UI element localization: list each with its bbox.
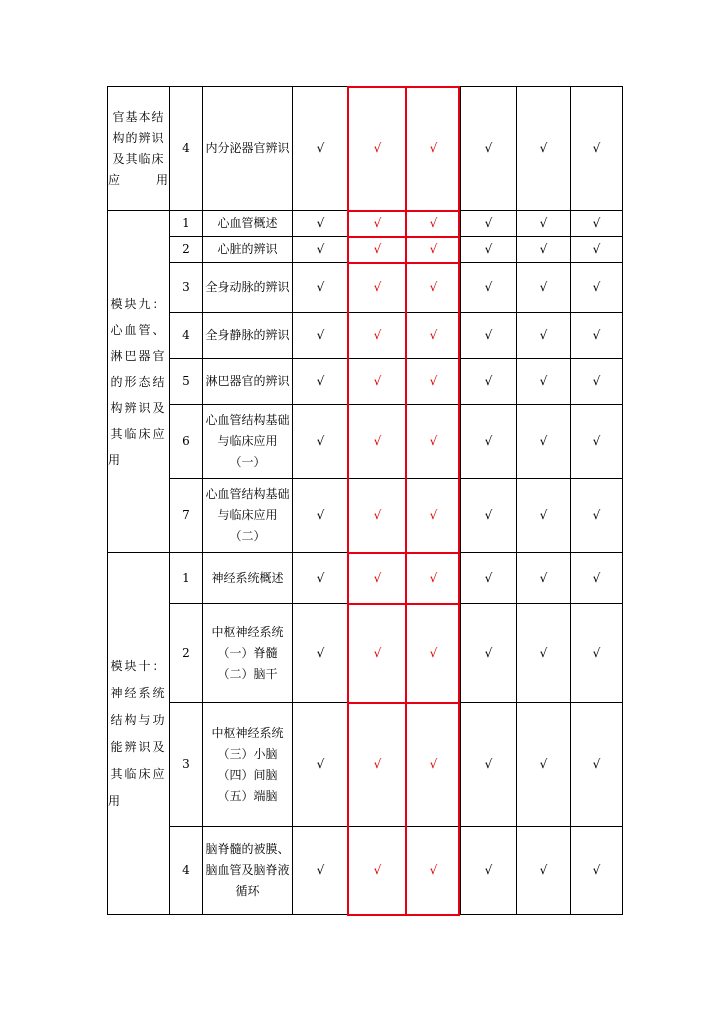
check-cell: √	[293, 211, 349, 237]
check-cell-highlighted: √	[407, 479, 461, 553]
topic-cell: 心血管结构基础与临床应用（二）	[203, 479, 293, 553]
row-number: 1	[170, 211, 203, 237]
check-cell: √	[517, 359, 571, 405]
table-row	[108, 359, 623, 405]
check-cell-highlighted: √	[349, 405, 407, 479]
check-cell: √	[461, 604, 517, 703]
check-cell: √	[461, 87, 517, 211]
check-cell: √	[571, 237, 623, 263]
module-cell: 官基本结构的辨识及其临床应用	[108, 87, 170, 211]
curriculum-table	[107, 86, 623, 915]
table-row	[108, 211, 623, 237]
check-cell: √	[517, 87, 571, 211]
check-cell: √	[461, 211, 517, 237]
topic-cell: 心血管概述	[203, 211, 293, 237]
check-cell: √	[293, 313, 349, 359]
topic-cell: 淋巴器官的辨识	[203, 359, 293, 405]
check-cell-highlighted: √	[349, 359, 407, 405]
row-number: 2	[170, 604, 203, 703]
check-cell: √	[571, 703, 623, 827]
check-cell: √	[517, 604, 571, 703]
check-cell: √	[461, 553, 517, 604]
topic-cell: 脑脊髓的被膜、脑血管及脑脊液循环	[203, 827, 293, 915]
topic-cell: 全身静脉的辨识	[203, 313, 293, 359]
check-cell: √	[517, 553, 571, 604]
check-cell-highlighted: √	[349, 313, 407, 359]
check-cell: √	[571, 553, 623, 604]
check-cell: √	[571, 263, 623, 313]
check-cell: √	[571, 604, 623, 703]
check-cell: √	[461, 827, 517, 915]
table-row	[108, 87, 623, 211]
check-cell: √	[571, 87, 623, 211]
check-cell-highlighted: √	[349, 237, 407, 263]
topic-cell: 神经系统概述	[203, 553, 293, 604]
check-cell: √	[571, 479, 623, 553]
check-cell-highlighted: √	[407, 237, 461, 263]
check-cell-highlighted: √	[407, 703, 461, 827]
check-cell: √	[461, 313, 517, 359]
module-cell: 模块九：心血管、淋巴器官的形态结构辨识及其临床应用	[108, 211, 170, 553]
row-number: 6	[170, 405, 203, 479]
check-cell: √	[461, 405, 517, 479]
check-cell-highlighted: √	[349, 263, 407, 313]
check-cell: √	[461, 359, 517, 405]
table-row	[108, 237, 623, 263]
check-cell: √	[293, 703, 349, 827]
check-cell-highlighted: √	[349, 211, 407, 237]
row-number: 2	[170, 237, 203, 263]
topic-cell: 心脏的辨识	[203, 237, 293, 263]
check-cell-highlighted: √	[407, 211, 461, 237]
topic-cell: 内分泌器官辨识	[203, 87, 293, 211]
row-number: 3	[170, 263, 203, 313]
check-cell-highlighted: √	[349, 87, 407, 211]
check-cell: √	[293, 359, 349, 405]
check-cell: √	[461, 703, 517, 827]
check-cell: √	[517, 703, 571, 827]
check-cell-highlighted: √	[407, 827, 461, 915]
table-row	[108, 827, 623, 915]
check-cell: √	[293, 604, 349, 703]
check-cell: √	[517, 211, 571, 237]
check-cell: √	[517, 479, 571, 553]
topic-cell: 心血管结构基础与临床应用（一）	[203, 405, 293, 479]
check-cell-highlighted: √	[407, 359, 461, 405]
check-cell: √	[293, 263, 349, 313]
check-cell: √	[517, 237, 571, 263]
check-cell-highlighted: √	[407, 553, 461, 604]
check-cell: √	[517, 827, 571, 915]
row-number: 4	[170, 313, 203, 359]
table-row	[108, 313, 623, 359]
check-cell-highlighted: √	[407, 313, 461, 359]
check-cell: √	[517, 263, 571, 313]
table-row	[108, 405, 623, 479]
check-cell-highlighted: √	[407, 604, 461, 703]
check-cell: √	[461, 479, 517, 553]
check-cell: √	[293, 405, 349, 479]
check-cell: √	[517, 405, 571, 479]
table-row	[108, 553, 623, 604]
module-cell: 模块十：神经系统结构与功能辨识及其临床应用	[108, 553, 170, 915]
check-cell: √	[293, 237, 349, 263]
check-cell: √	[293, 827, 349, 915]
topic-cell: 全身动脉的辨识	[203, 263, 293, 313]
check-cell-highlighted: √	[349, 479, 407, 553]
topic-cell: 中枢神经系统（一）脊髓（二）脑干	[203, 604, 293, 703]
check-cell: √	[293, 479, 349, 553]
row-number: 7	[170, 479, 203, 553]
table-row	[108, 604, 623, 703]
check-cell-highlighted: √	[349, 703, 407, 827]
check-cell: √	[517, 313, 571, 359]
row-number: 3	[170, 703, 203, 827]
check-cell-highlighted: √	[407, 263, 461, 313]
topic-cell: 中枢神经系统（三）小脑（四）间脑（五）端脑	[203, 703, 293, 827]
table-row	[108, 479, 623, 553]
row-number: 5	[170, 359, 203, 405]
check-cell: √	[293, 553, 349, 604]
check-cell: √	[571, 827, 623, 915]
check-cell: √	[571, 313, 623, 359]
check-cell: √	[571, 359, 623, 405]
check-cell-highlighted: √	[349, 604, 407, 703]
check-cell: √	[293, 87, 349, 211]
check-cell: √	[571, 211, 623, 237]
check-cell-highlighted: √	[349, 553, 407, 604]
check-cell: √	[461, 237, 517, 263]
check-cell-highlighted: √	[349, 827, 407, 915]
row-number: 4	[170, 827, 203, 915]
check-cell: √	[461, 263, 517, 313]
table-row	[108, 703, 623, 827]
check-cell-highlighted: √	[407, 87, 461, 211]
row-number: 1	[170, 553, 203, 604]
check-cell: √	[571, 405, 623, 479]
check-cell-highlighted: √	[407, 405, 461, 479]
row-number: 4	[170, 87, 203, 211]
table-row	[108, 263, 623, 313]
